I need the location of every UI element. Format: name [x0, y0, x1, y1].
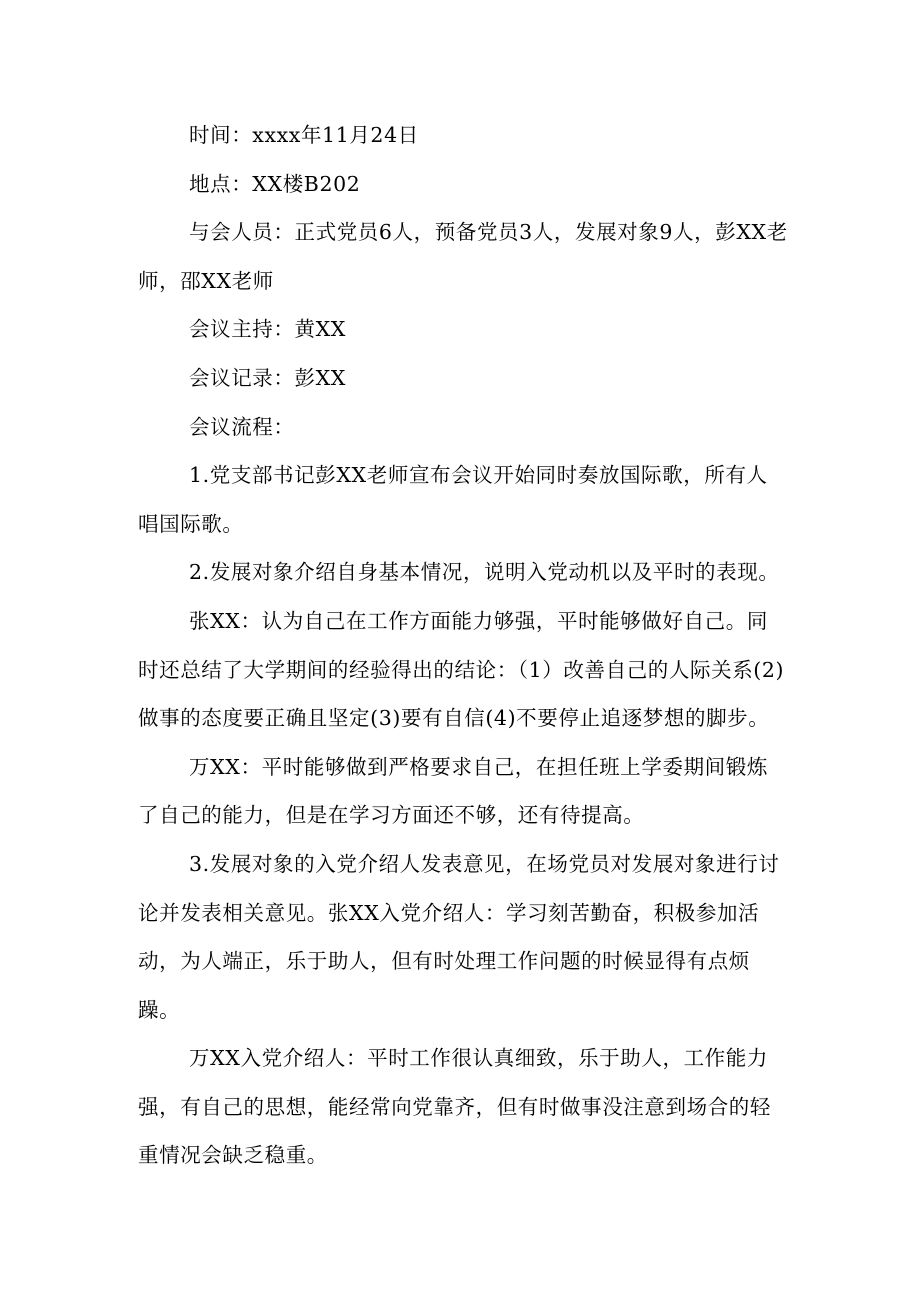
document-body — [138, 111, 788, 1180]
meeting-recorder: 会议记录：彭XX — [189, 365, 346, 390]
meeting-attendees: 与会人员：正式党员6人，预备党员3人，发展对象9人，彭XX老师，邵XX老师 — [138, 220, 788, 293]
meeting-time: 时间：xxxx年11月24日 — [189, 123, 419, 147]
process-step-2: 2.发展对象介绍自身基本情况，说明入党动机以及平时的表现。 — [189, 560, 780, 585]
meeting-location: 地点：XX楼B202 — [189, 171, 361, 196]
meeting-process-heading: 会议流程： — [189, 414, 295, 439]
meeting-host: 会议主持：黄XX — [189, 317, 346, 342]
statement-wan: 万XX：平时能够做到严格要求自己，在担任班上学委期间锻炼了自己的能力，但是在学习方面还不够，还有待提高。 — [138, 754, 768, 828]
process-step-1: 1.党支部书记彭XX老师宣布会议开始同时奏放国际歌，所有人唱国际歌。 — [138, 463, 768, 536]
process-step-3: 3.发展对象的入党介绍人发表意见，在场党员对发展对象进行讨论并发表相关意见。张XX入党介绍人：学习刻苦勤奋，积极参加活动，为人端正，乐于助人，但有时处理工作问题的时候显得有点烦躁。 — [138, 851, 780, 1022]
statement-zhang: 张XX：认为自己在工作方面能力够强，平时能够做好自己。同时还总结了大学期间的经验得出的结论：（1）改善自己的人际关系(2)做事的态度要正确且坚定(3)要有自信(4)不要停止追逐梦想的脚步。 — [138, 608, 785, 731]
sponsor-comment-wan: 万XX入党介绍人：平时工作很认真细致，乐于助人，工作能力强，有自己的思想，能经常向党靠齐，但有时做事没注意到场合的轻重情况会缺乏稳重。 — [138, 1046, 771, 1168]
